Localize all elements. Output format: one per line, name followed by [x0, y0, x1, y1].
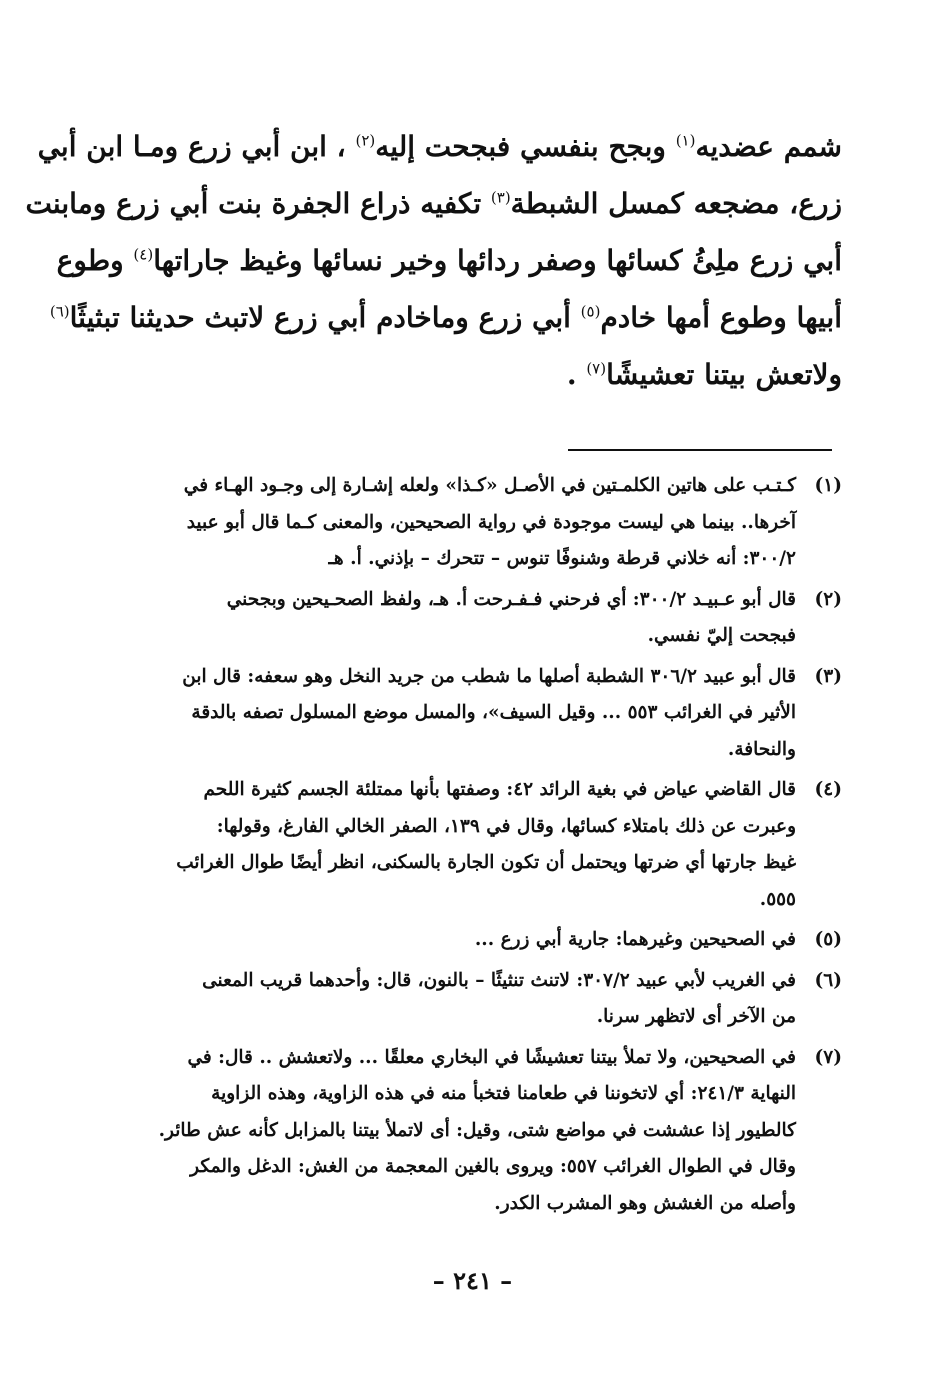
- main-text-segment: وبجح بنفسي فبجحت إليه: [375, 130, 676, 163]
- footnote-text: [120, 1040, 796, 1223]
- footnote-text: [120, 659, 796, 769]
- footnote-ref: (٦): [49, 302, 70, 321]
- footnote-line: والنحافة.: [727, 738, 796, 760]
- main-text-line: [56, 232, 842, 289]
- footnote-ref: (١): [675, 131, 696, 150]
- footnote-ref: (٣): [490, 188, 511, 207]
- footnote-ref: (٢): [355, 131, 376, 150]
- main-text-segment: أبيها وطوع أمها خادم: [600, 301, 842, 334]
- footnote: [120, 772, 842, 918]
- footnote-line: وعبرت عن ذلك بامتلاء كسائها، وقال في ١٣٩، الصفر الخالي الفارغ، وقولها:: [216, 815, 796, 837]
- main-text-segment: وطوع: [56, 244, 134, 277]
- footnote-line: في الغريب لأبي عبيد ٣٠٧/٢: لاتنث تنثيثًا – بالنون، قال: وأحدهما قريب المعنى: [202, 969, 796, 991]
- main-text-segment: ، ابن أبي زرع ومـا ابن أبي: [37, 130, 356, 163]
- main-text: [25, 118, 842, 403]
- footnote-text: [120, 772, 796, 918]
- footnote-ref: (٧): [586, 359, 607, 378]
- footnote-number: (٣): [814, 665, 842, 687]
- main-text-segment: شمم عضديه: [695, 130, 842, 163]
- footnote: [120, 582, 842, 655]
- main-text-segment: .: [566, 358, 587, 391]
- footnote-number: (٤): [814, 779, 842, 800]
- main-text-line: [49, 289, 842, 346]
- footnote-line: من الآخر أى لاتظهر سرنا.: [596, 1006, 796, 1027]
- main-text-segment: ولاتعش بيتنا تعشيشًا: [606, 358, 842, 391]
- footnote-line: ٥٥٥.: [759, 888, 796, 910]
- footnote-line: قال أبو عبيد ٣٠٦/٢ الشطبة أصلها ما شطب من جريد النخل وهو سعفه: قال ابن: [182, 665, 796, 687]
- footnote-line: ٣٠٠/٢: أنه خلاني قرطة وشنوفًا تنوس – تتحرك – بإذني. أ. هـ: [328, 548, 796, 569]
- page-number: – ٢٤١ –: [432, 1266, 513, 1295]
- footnote-text: [120, 963, 796, 1036]
- footnote-line: في الصحيحين وغيرهما: جارية أبي زرع ...: [474, 929, 796, 950]
- footnote-line: وقال في الطوال الغرائب ٥٥٧: ويروى بالغين المعجمة من الغش: الدغل والمكر: [190, 1156, 796, 1177]
- footnote-line: فبجحت إليّ نفسي.: [647, 625, 796, 646]
- footnote-text: [120, 468, 796, 578]
- main-text-line: [37, 118, 842, 175]
- footnote-line: وأصله من الغشش وهو المشرب الكدر.: [494, 1192, 796, 1214]
- footnote-text: [120, 922, 796, 959]
- main-text-segment: أبي زرع وماخادم أبي زرع لاتبث حديثنا تبثيثًا: [69, 301, 581, 334]
- footnote-line: آخرها.. بينما هي ليست موجودة في رواية الصحيحين، والمعنى كـما قال أبو عبيد: [186, 511, 796, 533]
- footnote-number: (١): [814, 475, 842, 496]
- footnote-line: النهاية ٢٤١/٣: أي لاتخوننا في طعامنا فتخبأ منه في هذه الزاوية، وهذه الزاوية: [211, 1083, 796, 1104]
- footnote-ref: (٤): [133, 245, 154, 264]
- footnote-number: (٧): [814, 1046, 842, 1068]
- footnote: [120, 922, 842, 959]
- footnotes: [120, 468, 842, 1226]
- footnote-text: [120, 582, 796, 655]
- footnote-line: غيظ جارتها أي ضرتها ويحتمل أن تكون الجارة بالسكنى، انظر أيضًا طوال الغرائب: [176, 852, 796, 873]
- footnote-line: قال القاضي عياض في بغية الرائد ٤٢: وصفتها بأنها ممتلئة الجسم كثيرة اللحم: [203, 779, 796, 800]
- footnote-number: (٦): [814, 969, 842, 991]
- footnote-ref: (٥): [580, 302, 601, 321]
- footnote-line: الأثير في الغرائب ٥٥٣ ... وقيل السيف»، والمسل موضع المسلول تصفه بالدقة: [191, 702, 796, 723]
- footnote-separator: [568, 449, 832, 451]
- footnote: [120, 468, 842, 578]
- footnote: [120, 963, 842, 1036]
- main-text-segment: تكفيه ذراع الجفرة بنت أبي زرع ومابنت: [25, 187, 491, 220]
- main-text-line: [110, 346, 842, 403]
- footnote-number: (٥): [814, 929, 842, 950]
- main-text-segment: أبي زرع ملِئُ كسائها وصفر ردائها وخير نسائها وغيظ جاراتها: [153, 244, 842, 277]
- footnote: [120, 1040, 842, 1223]
- footnote-line: في الصحيحين، ولا تملأ بيتنا تعشيشًا في البخاري معلقًا ... ولاتعشش .. قال: في: [187, 1046, 796, 1068]
- main-text-line: [25, 175, 842, 232]
- footnote-number: (٢): [814, 588, 842, 610]
- main-text-segment: زرع، مضجعه كمسل الشبطة: [510, 187, 842, 220]
- footnote-line: كالطيور إذا عششت في مواضع شتى، وقيل: أى لاتملأ بيتنا بالمزابل كأنه عش طائر.: [158, 1119, 796, 1141]
- footnote: [120, 659, 842, 769]
- footnote-line: قال أبو عـبيـد ٣٠٠/٢: أي فرحني فـفـرحت أ. هـ، ولفظ الصحـيحين وبجحني: [226, 588, 796, 610]
- footnote-line: كـتـب على هاتين الكلمـتين في الأصـل «كـذا» ولعله إشـارة إلى وجـود الهـاء في: [183, 475, 796, 496]
